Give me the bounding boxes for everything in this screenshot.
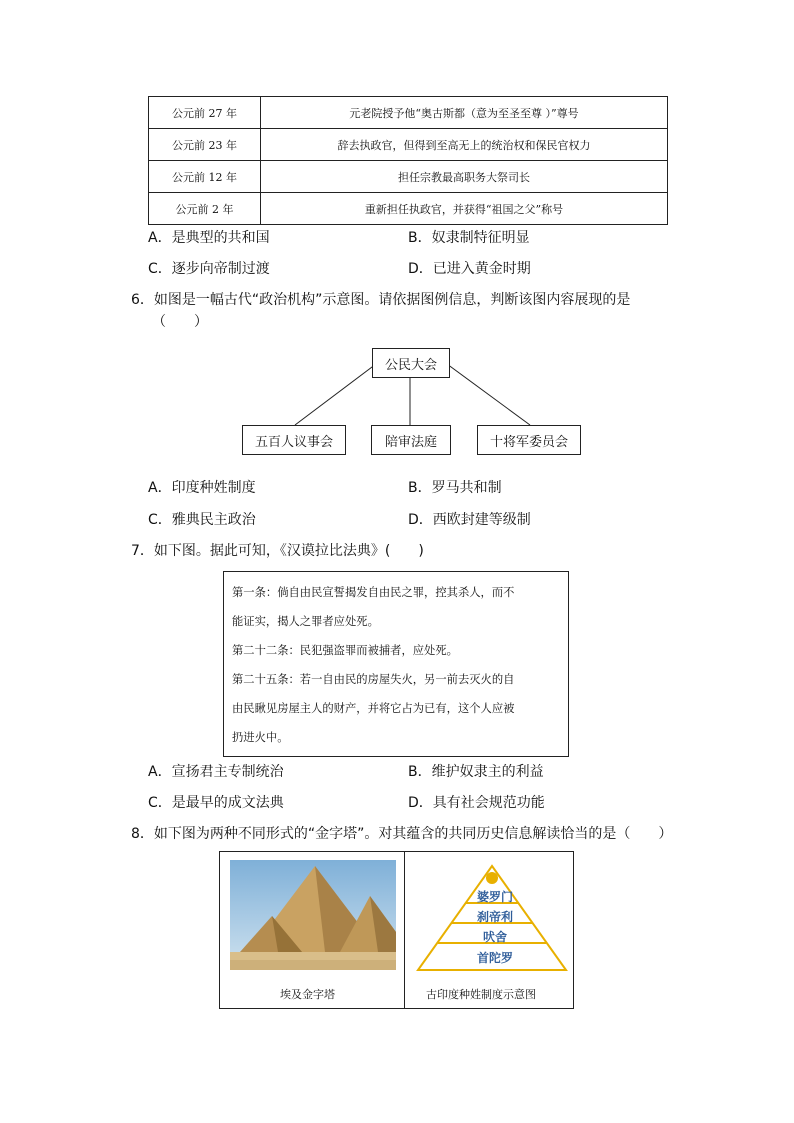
q7-option-d[interactable]: D．具有社会规范功能 xyxy=(408,795,545,811)
crown-icon: ♛ xyxy=(476,863,486,873)
q6-answer-blank: （ ） xyxy=(152,314,208,330)
q7-option-a[interactable]: A．宣扬君主专制统治 xyxy=(148,764,284,780)
q5-option-d[interactable]: D．已进入黄金时期 xyxy=(408,261,531,277)
year-cell: 公元前 12 年 xyxy=(149,161,261,193)
q7-option-c[interactable]: C．是最早的成文法典 xyxy=(148,795,284,811)
table-row xyxy=(149,97,668,129)
table-row xyxy=(149,129,668,161)
law-line: 由民瞅见房屋主人的财产，并将它占为已有，这个人应被 xyxy=(232,702,515,715)
event-cell: 辞去执政官，但得到至高无上的统治权和保民官权力 xyxy=(261,129,668,161)
year-cell: 公元前 27 年 xyxy=(149,97,261,129)
law-line: 能证实，揭人之罪者应处死。 xyxy=(232,615,379,628)
figure-divider xyxy=(404,852,405,1008)
q6-stem: 6．如图是一幅古代“政治机构”示意图。请依据图例信息，判断该图内容展现的是 xyxy=(131,292,631,308)
q6-option-b[interactable]: B．罗马共和制 xyxy=(408,480,502,496)
caste-level-2: 刹帝利 xyxy=(476,910,513,924)
q6-option-a[interactable]: A．印度种姓制度 xyxy=(148,480,256,496)
table-row xyxy=(149,161,668,193)
caste-level-1: 婆罗门 xyxy=(476,890,513,904)
egypt-pyramid-photo xyxy=(230,860,396,970)
year-cell: 公元前 23 年 xyxy=(149,129,261,161)
event-cell: 元老院授予他“奥古斯都（意为至圣至尊 ）”尊号 xyxy=(261,97,668,129)
law-line: 扔进火中。 xyxy=(232,731,289,744)
q5-option-a[interactable]: A．是典型的共和国 xyxy=(148,230,270,246)
event-cell: 担任宗教最高职务大祭司长 xyxy=(261,161,668,193)
diagram-node-right: 十将军委员会 xyxy=(477,425,581,455)
year-cell: 公元前 2 年 xyxy=(149,193,261,225)
law-line: 第二十五条：若一自由民的房屋失火，另一前去灭火的自 xyxy=(232,673,515,686)
q7-option-b[interactable]: B．维护奴隶主的利益 xyxy=(408,764,544,780)
caste-diagram-caption: 古印度种姓制度示意图 xyxy=(426,988,536,1001)
event-cell: 重新担任执政官，并获得“祖国之父”称号 xyxy=(261,193,668,225)
law-line: 第二十二条：民犯强盗罪而被捕者，应处死。 xyxy=(232,644,458,657)
pyramid-figure-box xyxy=(219,851,574,1009)
diagram-node-left: 五百人议事会 xyxy=(242,425,346,455)
q5-option-c[interactable]: C．逐步向帝制过渡 xyxy=(148,261,270,277)
q6-option-c[interactable]: C．雅典民主政治 xyxy=(148,512,256,528)
q8-stem: 8．如下图为两种不同形式的“金字塔”。对其蕴含的共同历史信息解读恰当的是（ ） xyxy=(131,826,673,842)
caste-level-3: 吠舍 xyxy=(482,930,507,944)
q6-option-d[interactable]: D．西欧封建等级制 xyxy=(408,512,531,528)
egypt-pyramid-caption: 埃及金字塔 xyxy=(280,988,335,1001)
law-line: 第一条：倘自由民宣誓揭发自由民之罪，控其杀人，而不 xyxy=(232,586,515,599)
q7-stem: 7．如下图。据此可知，《汉谟拉比法典》( ) xyxy=(131,543,424,559)
q5-option-b[interactable]: B．奴隶制特征明显 xyxy=(408,230,530,246)
diagram-node-middle: 陪审法庭 xyxy=(371,425,451,455)
q5-timeline-table xyxy=(148,96,668,225)
diagram-node-top: 公民大会 xyxy=(372,348,450,378)
table-row xyxy=(149,193,668,225)
caste-level-4: 首陀罗 xyxy=(476,951,513,965)
hammurabi-excerpt-box xyxy=(223,571,569,757)
